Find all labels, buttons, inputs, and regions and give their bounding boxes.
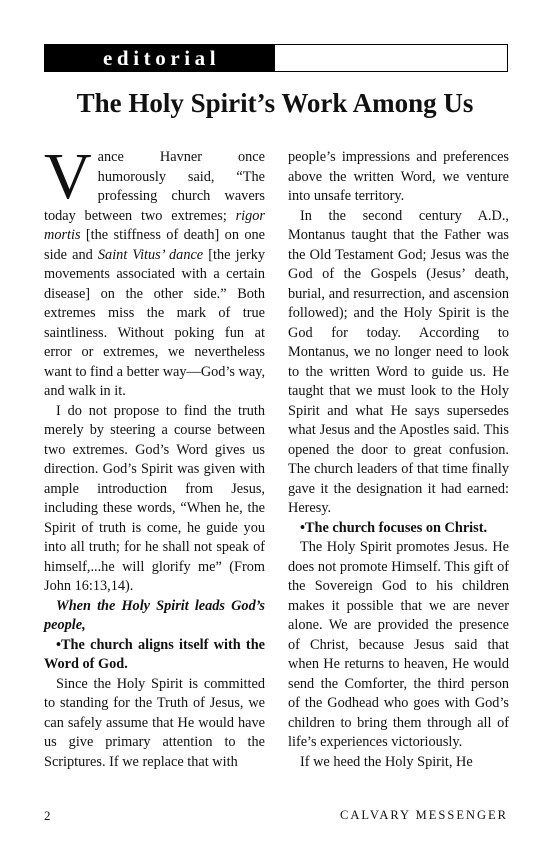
magazine-name: CALVARY MESSENGER	[340, 808, 508, 822]
paragraph-1: Vance Havner once humorously said, “The professing church wavers today between two extremes; rigor mortis [the stiffness of death] on one side and Saint Vitus’ dance [the jerky movements associated with a certain disease] on the other side.” Both extremes miss the mark of true saintliness. Without poking fun at error or extremes, we nevertheless want to find a better way—God’s way, and walk in it.	[44, 140, 266, 399]
section-header	[44, 44, 508, 72]
paragraph-2: I do not propose to find the truth merely by steering a course between two extremes. God’s Word gives us direction. God’s Spirit was given with ample introduction from Jesus, including these words, “When he, the Spirit of truth is come, he guide you into all truth; for he shall not speak of himself,...he will glorify me” (From John 16:13,14).	[44, 402, 265, 594]
paragraph-3: Since the Holy Spirit is committed to standing for the Truth of Jesus, we can safely assume that He would have us give primary attention to the Scriptures. If we replace that with	[44, 675, 265, 770]
column-right	[288, 148, 509, 772]
point-2-heading: •The church focuses on Christ.	[300, 519, 488, 536]
paragraph-3-continued: people’s impressions and preferences above the written Word, we venture into unsafe territory.	[288, 149, 509, 204]
drop-cap: V	[44, 140, 92, 213]
column-left	[44, 140, 266, 772]
subhead: When the Holy Spirit leads God’s people,	[44, 597, 265, 633]
point-1-heading: •The church aligns itself with the Word of God.	[44, 636, 265, 672]
section-label: editorial	[103, 46, 221, 70]
paragraph-4: In the second century A.D., Montanus taught that the Father was the Old Testament God; Jesus was the God of the Gospels (Jesus’ death, burial, and resurrection, and ascension followed); and the Holy Spirit is the God for today. According to Montanus, we no longer need to look to the written Word to guide us. He taught that we must look to the Holy Spirit and what He says supersedes what Jesus and the Apostles said. This opened the door to great confusion. The church leaders of that time finally gave it the designation it had earned: Heresy.	[288, 207, 509, 516]
paragraph-6: If we heed the Holy Spirit, He	[300, 753, 473, 770]
page-number: 2	[44, 808, 51, 823]
paragraph-5: The Holy Spirit promotes Jesus. He does not promote Himself. This gift of the Sovereign God to his children makes it possible that we are never alone. We are provided the presence of Christ, because Jesus said that when He returns to heaven, He would send the Comforter, the third person of the Godhead who goes with God’s children to bring them through all of life’s experiences victoriously.	[288, 539, 509, 750]
article-title: The Holy Spirit’s Work Among Us	[76, 88, 474, 118]
